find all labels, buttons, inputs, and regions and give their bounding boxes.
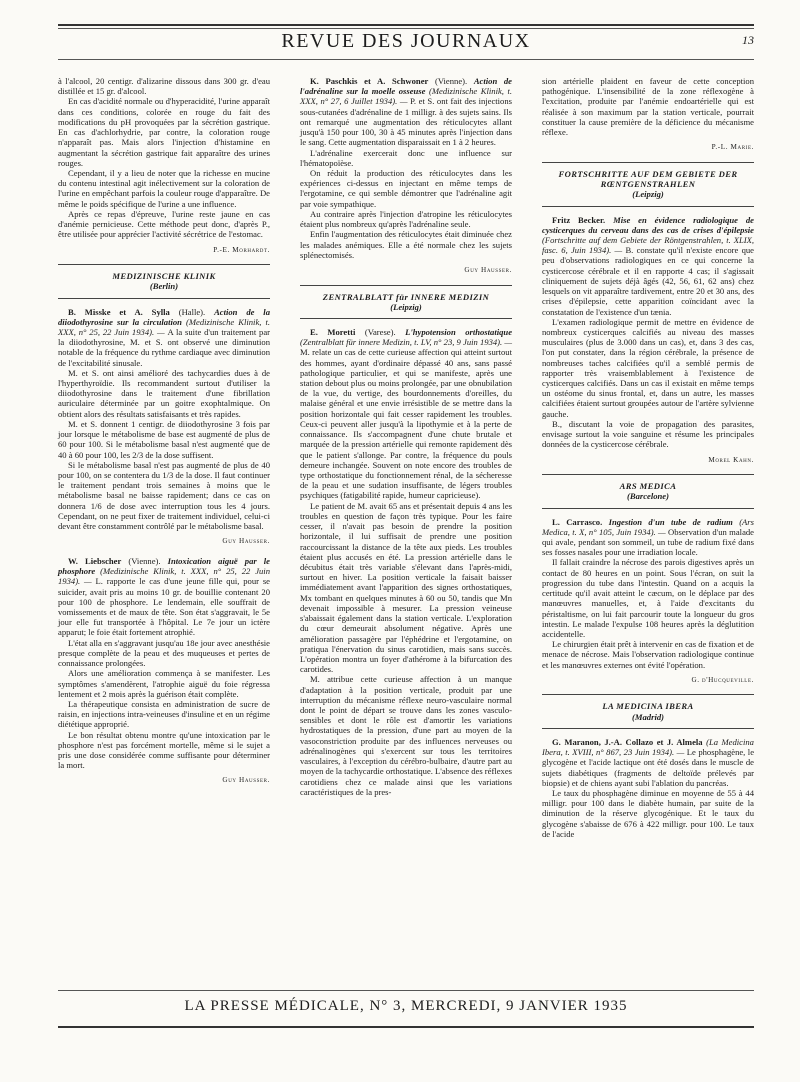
journal-city: (Leipzig) bbox=[632, 189, 664, 200]
paragraph: Enfin l'augmentation des réticulocytes était diminuée chez les malades anémiques. Elle a été normale chez les sujets splénectomisés. bbox=[300, 229, 512, 260]
article-text: Le phosphagène, le glycogène et l'acide lactique ont été dosés dans le muscle de sujets diabétiques (fragments de deltoïde prélevés par biopsie) et de chiens ayant subi l'ablation du pancréas. bbox=[542, 747, 755, 788]
paragraph: L'examen radiologique permit de mettre en évidence de nombreux cysticerques calcifiés au niveau des masses musculaires (plus de 3.000 dans un cas), et, dans 3 des cas, l'on put constater, dans la région cérébrale, la présence de nombreuses taches calcifiées qu'il a semblé permis de rapporter très vraisemblablement à l'existence de cysticerques calcifiés. Dans un cas il existait en même temps un ostéome du sinus frontal, et, dans un autre, les masses calcifiées étaient surtout groupées autour de l'artère sylvienne gauche. bbox=[542, 316, 754, 419]
article-title: Action de l'adrénaline sur la moelle osseuse bbox=[300, 76, 512, 97]
article-text: Observation d'un malade qui avale, pendant son sommeil, un tube de radium fixé dans ses fosses nasales pour une irradiation locale. bbox=[542, 526, 754, 558]
paragraph: M. et S. donnent 1 centigr. de diiodothyrosine 3 fois par jour lorsque le métabolisme de base est augmenté de plus de 60 pour 100. Si le métabolisme basal n'est augmenté que de 40 à 60 pour 100, les 2/3 de la dose suffisent. bbox=[58, 418, 270, 460]
paragraph: M. et S. ont ainsi amélioré des tachycardies dues à de l'hyperthyroïdie. Ils recommandent surtout d'utiliser la diiodothyrosine dans le traitement d'une fibrillation auriculaire déterminée par un goitre exophtalmique. On obtient alors des résultats satisfaisants et très rapides. bbox=[58, 367, 270, 419]
article-place: (Vienne). bbox=[428, 76, 474, 86]
paragraph: Cependant, il y a lieu de noter que la richesse en mucine du contenu intestinal agit inélectivement sur la coloration de l'urine en empêchant parfois la couleur rouge d'apparaître. De même le poids spécifique de l'urine a une influence. bbox=[58, 167, 270, 209]
running-title: REVUE DES JOURNAUX bbox=[281, 30, 531, 52]
header-rule bbox=[58, 24, 754, 26]
article-reference: (La Medicina Ibera, t. XVIII, n° 867, 23 Juin 1934). — bbox=[542, 736, 754, 758]
column-3 bbox=[542, 76, 754, 839]
article-author: L. Carrasco. bbox=[552, 516, 603, 527]
journal-section-header bbox=[300, 285, 512, 319]
article-title: L'hypotension orthostatique bbox=[405, 326, 513, 337]
header-rule bbox=[58, 28, 754, 29]
signature: Morel Kahn. bbox=[708, 455, 754, 464]
article-reference: (Zentralblatt für innere Medizin, t. LV, n° 23, 9 Juin 1934). — bbox=[300, 337, 512, 348]
paragraph: En cas d'acidité normale ou d'hyperacidité, l'urine apparaît dans ces conditions, colorée en rouge du fait des modifications du pH provoquées par la sécrétion gastrique. En cas d'achlorhydrie, par contre, la coloration rouge n'apparaît pas. Mais alors l'injection d'histamine en augmentant la sécrétion gastrique fait apparaître des urines rouges. bbox=[58, 96, 270, 168]
paragraph: La thérapeutique consista en administration de sucre de raisin, en injections intra-veineuses d'insuline et en un régime diététique approprié. bbox=[58, 698, 270, 730]
paragraph: Le bon résultat obtenu montre qu'une intoxication par le phosphore n'est pas forcément mortelle, même si le sujet a pris une dose considérée comme suffisante pour déterminer la mort. bbox=[58, 729, 270, 771]
paragraph: On réduit la production des réticulocytes dans les expériences ci-dessus en injectant en même temps de l'ergotamine, ce qui semble démontrer que l'adrénaline agit par voie sympathique. bbox=[300, 167, 512, 209]
page-header bbox=[58, 18, 754, 62]
paragraph: à l'alcool, 20 centigr. d'alizarine dissous dans 300 gr. d'eau distillée et 15 gr. d'alcool. bbox=[58, 76, 270, 97]
journal-name: ZENTRALBLATT für INNERE MEDIZIN bbox=[322, 291, 490, 302]
article-place: (Halle). bbox=[169, 306, 215, 317]
signature: G. d'Hucqueville. bbox=[691, 675, 754, 684]
article-reference: (Medizinische Klinik, t. XXX, n° 25, 22 Juin 1934). — bbox=[58, 566, 270, 587]
signature: Guy Hausser. bbox=[222, 537, 270, 546]
article-author: G. Maranon, J.-A. Collazo et J. Almela bbox=[552, 736, 703, 747]
footer-rule bbox=[58, 990, 754, 991]
article-text: P. et S. ont fait des injections sous-cutanées d'adrénaline de 1 milligr. à des sujets sains. Ils ont remarqué une augmentation des réticulocytes allant jusqu'à 150 pour 100, 30 à 45 minutes après l'injection dans le sang. Cette augmentation disparaissait en 1 à 2 heures. bbox=[300, 96, 512, 148]
article-author: W. Liebscher bbox=[68, 555, 122, 566]
paragraph: Le patient de M. avait 65 ans et présentait depuis 4 ans les troubles en question de façon très typique. Pour les faire cesser, il n'avait pas besoin de prendre la position horizontale, il lui suffisait de prendre une position raccourcissant la distance de la tête aux pieds. Les troubles étaient plus accusés en été. La pression artérielle dans le décubitus était très variable s'élevant dans l'après-midi, surtout en hiver. La position verticale la faisait baisser immédiatement avant l'apparition des signes orthostatiques, Mx tombant en quelques minutes à 60 ou 50, tandis que Mn devenait impossible à mesurer. La pression veineuse s'abaissait également dans la station verticale. L'exploration du cœur demeurait absolument négative. Après une amélioration passagère par l'éphédrine et l'ergotamine, on pratiqua l'énervation du sinus carotidien, mais sans succès. L'opération montra un foyer d'athérome à la bifurcation des carotides. bbox=[300, 500, 512, 675]
paragraph: Il fallait craindre la nécrose des parois digestives après un contact de 80 heures en un point. Sous l'écran, on suit la progression du tube dans l'intestin. Quand on a acquis la certitude qu'il avait atteint le cæcum, on le déplace par des manœuvres manuelles, et, à l'aide d'excitants du péristaltisme, on lui fait parcourir toute la longueur du gros intestin. Le malade l'expulse 108 heures après la déglutition accidentelle. bbox=[542, 557, 754, 639]
journal-section-header bbox=[542, 694, 754, 728]
article-reference: (Medizinische Klinik, t. XXX, n° 25, 22 Juin 1934). — bbox=[58, 316, 270, 337]
paragraph: L'état alla en s'aggravant jusqu'au 18e jour avec anesthésie presque complète de la peau et des muqueuses et pertes de connaissance prolongées. bbox=[58, 637, 270, 669]
article-reference: (Medizinische Klinik, t. XXX, n° 27, 6 Juillet 1934). — bbox=[300, 86, 512, 107]
journal-city: (Berlin) bbox=[149, 281, 179, 292]
article-author: E. Moretti bbox=[310, 326, 356, 337]
journal-city: (Barcelone) bbox=[626, 491, 669, 502]
paragraph: Alors une amélioration commença à se manifester. Les symptômes s'amendèrent, l'atrophie aiguë du foie régressa lentement et 2 mois après la guérison était complète. bbox=[58, 668, 270, 699]
article-heading bbox=[542, 517, 754, 558]
signature: P.-E. Morhardt. bbox=[213, 245, 270, 254]
paragraph: Le chirurgien était prêt à intervenir en cas de fixation et de menace de nécrose. Mais l'observation radiologique continue et les manœuvres externes ont évité l'opération. bbox=[542, 639, 754, 670]
journal-name: ARS MEDICA bbox=[619, 481, 677, 492]
header-rule bbox=[58, 59, 754, 60]
article-text: M. relate un cas de cette curieuse affection qui atteint surtout des hommes, ayant d'ordinaire dépassé 40 ans, sans passé pathologique particulier, et qui se manifeste, après une station debout plus ou moins prolongée, par une obnubilation de la vue, du vertige, des bourdonnements d'oreilles, du malaise général et une envie irrésistible de se mettre dans la position horizontale qui fait cesser rapidement les troubles. Ceux-ci peuvent aller jusqu'à la lipothymie et à la perte de connaissance. Ils s'accompagnent d'une chute brutale et marquée de la pression artérielle qui remonte rapidement dès que le patient s'allonge. Par contre, la fréquence du pouls demeure inchangée. Souvent on note encore des troubles de type orthostatique du fonctionnement rénal, de la sécheresse de la peau et une sudation insuffisante, de légers troubles psychiques (fatigabilité rapide, humeur capricieuse). bbox=[300, 347, 512, 501]
article-text: L. rapporte le cas d'une jeune fille qui, pour se suicider, avait pris au moins 10 gr. de bouillie contenant 20 pour 100 de phosphore. Le lendemain, elle souffrait de vomissements et de maux de tête. Son état s'aggravait, le 5e jour elle fut transportée à l'hôpital. Le 7e jour un ictère apparut; le foie était fortement atrophié. bbox=[58, 576, 270, 638]
journal-page bbox=[58, 0, 754, 1082]
article-title: Mise en évidence radiologique de cysticerques du cerveau dans des cas de crises d'épilepsie bbox=[542, 214, 755, 235]
article-heading bbox=[542, 215, 754, 317]
paragraph: L'adrénaline exercerait donc une influence sur l'hématopoïèse. bbox=[300, 147, 512, 168]
footer-rule bbox=[58, 1026, 754, 1028]
paragraph: Le taux du phosphagène diminue en moyenne de 55 à 44 milligr. pour 100 dans le diabète humain, par suite de la diminution de la réserve glycogénique. Et le taux du glycogène s'abaisse de 676 à 422 milligr. pour 100. Le taux de l'acide bbox=[542, 787, 754, 839]
article-heading bbox=[58, 556, 270, 638]
page-number: 13 bbox=[742, 33, 754, 47]
journal-name: FORTSCHRITTE AUF DEM GEBIETE DER RŒNTGENSTRAHLEN bbox=[558, 168, 738, 190]
signature: P.-L. Marie. bbox=[711, 143, 754, 152]
article-author: Fritz Becker. bbox=[552, 214, 606, 225]
article-heading bbox=[300, 327, 512, 501]
article-text: B. constate qu'il n'existe encore que peu d'observations radiologiques en ce qui concerne la cysticercose cérébrale et il en rapporte 4 cas; il s'agissait cliniquement de sujets déjà âgés (42, 56, 61, 62 ans) chez lesquels on vit apparaître tardivement, entre 20 et 30 ans, des crises d'épilepsie, cette apparition coïncidant avec la constatation de l'existence d'un tænia. bbox=[542, 245, 754, 317]
signature: Guy Hausser. bbox=[222, 776, 270, 785]
article-reference: (Fortschritte auf dem Gebiete der Röntgenstrahlen, t. XLIX, fasc. 6, Juin 1934). — bbox=[542, 234, 754, 256]
paragraph: B., discutant la voie de propagation des parasites, envisage surtout la voie sanguine et résume les principales données de la cysticercose cérébrale. bbox=[542, 418, 754, 450]
column-1 bbox=[58, 76, 270, 795]
article-text: A la suite d'un traitement par la diiodothyrosine, M. et S. ont observé une diminution notable de la fréquence du rythme cardiaque avec diminution de l'excitabilité sinusale. bbox=[58, 326, 271, 368]
article-author: K. Paschkis et A. Schwoner bbox=[310, 76, 429, 86]
article-title: Intoxication aiguë par le phosphore bbox=[58, 555, 270, 577]
article-heading bbox=[58, 307, 270, 368]
journal-name: MEDIZINISCHE KLINIK bbox=[112, 271, 216, 282]
article-place: (Varese). bbox=[355, 326, 406, 337]
article-heading bbox=[542, 737, 754, 788]
paragraph: Au contraire après l'injection d'atropine les réticulocytes étaient plus nombreux qu'après l'adrénaline seule. bbox=[300, 208, 512, 230]
journal-section-header bbox=[58, 264, 270, 298]
article-place: (Vienne). bbox=[121, 555, 168, 566]
journal-city: (Madrid) bbox=[632, 711, 664, 722]
article-author: B. Misske et A. Sylla bbox=[68, 306, 170, 317]
article-heading bbox=[300, 76, 512, 148]
columns bbox=[58, 76, 754, 986]
journal-section-header bbox=[542, 162, 754, 207]
column-2 bbox=[300, 76, 512, 797]
paragraph: Après ce repas d'épreuve, l'urine reste jaune en cas d'anémie pernicieuse. Cette méthode peut donc, d'après P., être utilisée pour apprécier l'activité sécrétrice de l'estomac. bbox=[58, 208, 270, 240]
journal-name: LA MEDICINA IBERA bbox=[602, 701, 694, 712]
journal-section-header bbox=[542, 474, 754, 508]
article-reference: (Ars Medica, t. X, n° 105, Juin 1934). — bbox=[542, 516, 754, 537]
paragraph: Si le métabolisme basal n'est pas augmenté de plus de 40 pour 100, on se contentera du 1/3 de la dose. Il faut continuer le traitement pendant trois semaines à moins que le métabolisme basal ne baisse rapidement; dans ce cas on donnera 1/6 de dose avec interruption tous les 4 jours. Cependant, on ne peut fixer de traitement individuel, celui-ci devant être constamment contrôlé par le métabolisme basal. bbox=[58, 459, 270, 532]
footer-publication-line: LA PRESSE MÉDICALE, N° 3, MERCREDI, 9 JANVIER 1935 bbox=[184, 998, 628, 1014]
signature: Guy Hausser. bbox=[464, 265, 512, 274]
journal-city: (Leipzig) bbox=[390, 301, 422, 312]
paragraph: M. attribue cette curieuse affection à un manque d'adaptation à la position verticale, produit par une interruption du mécanisme réflexe neuro-vasculaire normal dont le point de départ se trouve dans les zones vasculo-sensibles et dont le rôle est d'amortir les variations hydrostatiques de la pression, d'une part au moyen de la vasoconstriction produite par des influences nerveuses ou adrénalinogènes qui s'exercent sur tous les territoires vasculaires, à l'exception du cérébro-bulbaire, d'autre part au moyen de la tachycardie orthostatique. L'absence des réflexes carotidiens chez ce malade ainsi que les variations caractéristiques de la pres- bbox=[300, 674, 513, 797]
paragraph: sion artérielle plaident en faveur de cette conception pathogénique. L'insensibilité de la zone réflexogène à l'excitation, produite par l'anémie endoartérielle qui est réalisée à son maximum par la station verticale, pourrait constituer la cause première de la déficience du mécanisme réflexe. bbox=[542, 76, 754, 138]
article-title: Ingestion d'un tube de radium bbox=[602, 516, 733, 527]
article-title: Action de la diiodothyrosine sur la circulation bbox=[58, 306, 270, 327]
